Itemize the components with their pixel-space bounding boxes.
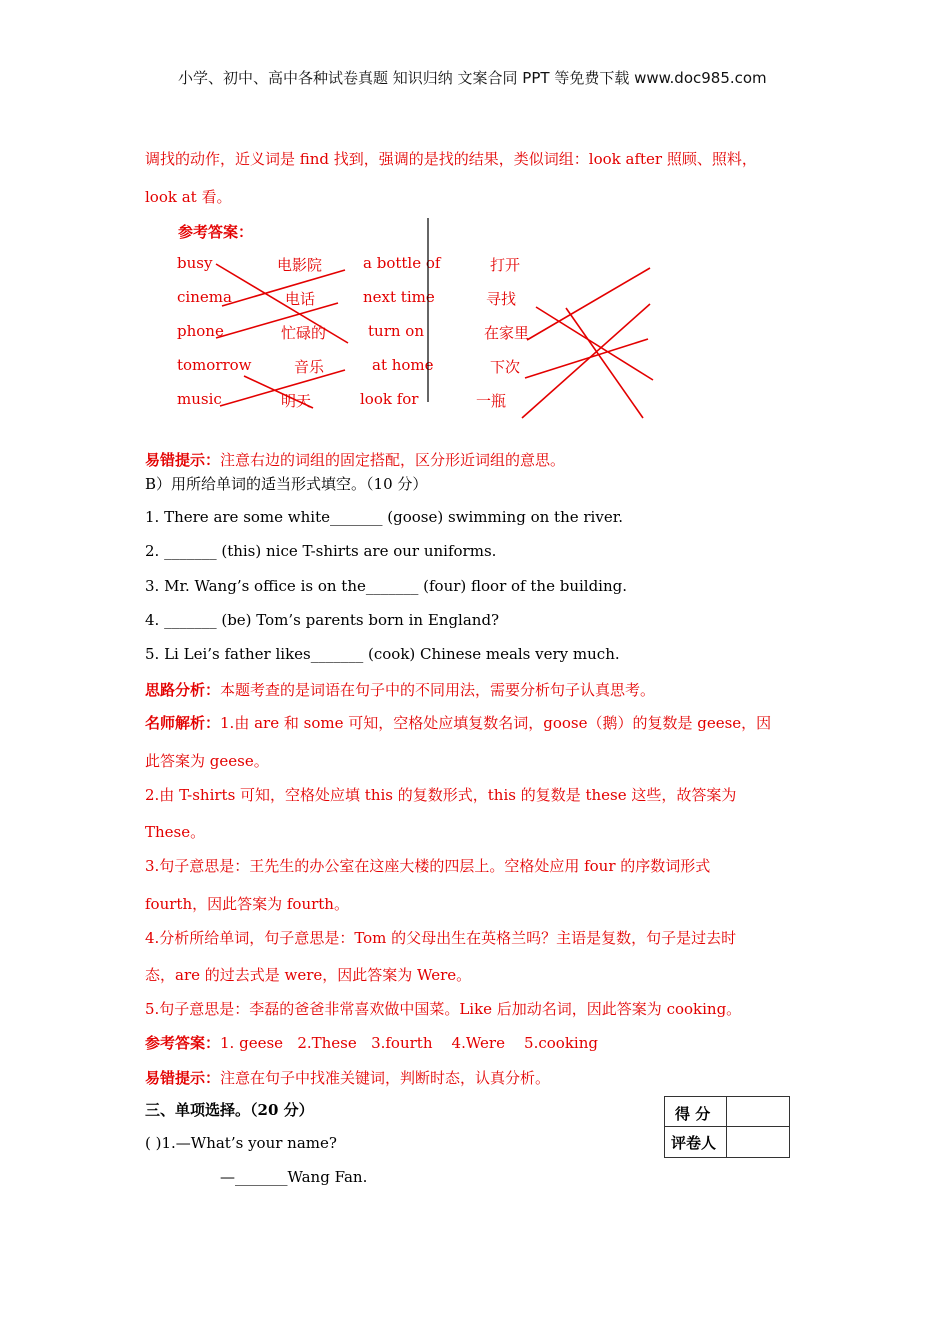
question-1-reply: —_______Wang Fan. <box>220 1168 368 1186</box>
score-label: 得 分 <box>675 1105 711 1123</box>
tip-1-text: 注意右边的词组的固定搭配，区分形近词组的意思。 <box>220 451 566 469</box>
fill-item-5: 5. Li Lei’s father likes_______ (cook) Chinese meals very much. <box>145 645 620 663</box>
match-left-cn: 电影院 <box>277 256 323 274</box>
match-left-cn: 电话 <box>285 290 316 308</box>
answers <box>145 1032 598 1053</box>
match-right-en: at home <box>372 356 434 374</box>
match-right-en: look for <box>360 390 419 408</box>
page-header: 小学、初中、高中各种试卷真题 知识归纳 文案合同 PPT 等免费下载 www.doc985.com <box>178 69 767 87</box>
match-left-en: tomorrow <box>177 356 252 374</box>
tip-2 <box>145 1067 550 1088</box>
section-b-title: B）用所给单词的适当形式填空。（10 分） <box>145 475 428 493</box>
match-right-en: a bottle of <box>363 254 441 272</box>
match-right-cn: 打开 <box>490 256 521 274</box>
tip-1-label: 易错提示： <box>145 451 221 469</box>
match-left-en: music <box>177 390 222 408</box>
match-right-cn: 一瓶 <box>476 392 507 410</box>
section-3-title: 三、单项选择。（20 分） <box>145 1101 314 1119</box>
match-line <box>522 304 650 418</box>
teacher-text: 1.由 are 和 some 可知，空格处应填复数名词，goose（鹅）的复数是 geese，因 <box>220 714 772 732</box>
match-line <box>222 270 345 306</box>
intro-line-2: look at 看。 <box>145 188 232 206</box>
match-left-en: phone <box>177 322 224 340</box>
teacher-line-5: 3.句子意思是：王先生的办公室在这座大楼的四层上。空格处应用 four 的序数词形式 <box>145 857 711 875</box>
match-right-en: next time <box>363 288 435 306</box>
tip-2-text: 注意在句子中找准关键词，判断时态，认真分析。 <box>220 1069 551 1087</box>
teacher-line-3: 2.由 T-shirts 可知，空格处应填 this 的复数形式，this 的复数是 these 这些，故答案为 <box>145 786 737 804</box>
match-line <box>566 308 643 418</box>
tip-1 <box>145 449 565 470</box>
teacher-line-7: 4.分析所给单词，句子意思是：Tom 的父母出生在英格兰吗？主语是复数，句子是过去时 <box>145 929 737 947</box>
match-right-cn: 下次 <box>490 358 521 376</box>
match-left-cn: 忙碌的 <box>281 324 327 342</box>
answers-text: 1. geese 2.These 3.fourth 4.Were 5.cooking <box>220 1034 598 1052</box>
match-right-en: turn on <box>368 322 424 340</box>
match-right-cn: 在家里 <box>484 324 530 342</box>
fill-item-3: 3. Mr. Wang’s office is on the_______ (four) floor of the building. <box>145 577 627 595</box>
intro-line-1: 调找的动作，近义词是 find 找到，强调的是找的结果，类似词组：look after 照顾、照料， <box>145 150 757 168</box>
fill-item-2: 2. _______ (this) nice T-shirts are our uniforms. <box>145 542 497 560</box>
match-line <box>525 339 648 378</box>
fill-item-4: 4. _______ (be) Tom’s parents born in England? <box>145 611 500 629</box>
teacher-line-6: fourth，因此答案为 fourth。 <box>145 895 349 913</box>
teacher-line-2: 此答案为 geese。 <box>145 752 269 770</box>
match-left-en: busy <box>177 254 213 272</box>
analysis-text: 本题考查的是词语在句子中的不同用法，需要分析句子认真思考。 <box>220 681 656 699</box>
match-left-cn: 明天 <box>281 392 312 410</box>
fill-item-1: 1. There are some white_______ (goose) swimming on the river. <box>145 508 623 526</box>
teacher-line-9: 5.句子意思是：李磊的爸爸非常喜欢做中国菜。Like 后加动名词，因此答案为 cooking。 <box>145 1000 742 1018</box>
match-line <box>527 268 650 340</box>
question-1-stem: ( )1.—What’s your name? <box>145 1134 337 1152</box>
analysis <box>145 679 655 700</box>
teacher-line-1 <box>145 712 771 733</box>
match-left-cn: 音乐 <box>294 358 325 376</box>
match-right-cn: 寻找 <box>486 290 517 308</box>
teacher-line-8: 态，are 的过去式是 were，因此答案为 Were。 <box>145 966 472 984</box>
match-left-en: cinema <box>177 288 232 306</box>
match-line <box>536 307 653 380</box>
score-table <box>664 1096 790 1158</box>
tip-2-label: 易错提示： <box>145 1069 221 1087</box>
grader-label: 评卷人 <box>671 1134 717 1152</box>
answers-label: 参考答案： <box>145 1034 221 1052</box>
matching-title: 参考答案： <box>178 223 254 241</box>
teacher-label: 名师解析： <box>145 714 221 732</box>
analysis-label: 思路分析： <box>145 681 221 699</box>
teacher-line-4: These。 <box>145 823 206 841</box>
